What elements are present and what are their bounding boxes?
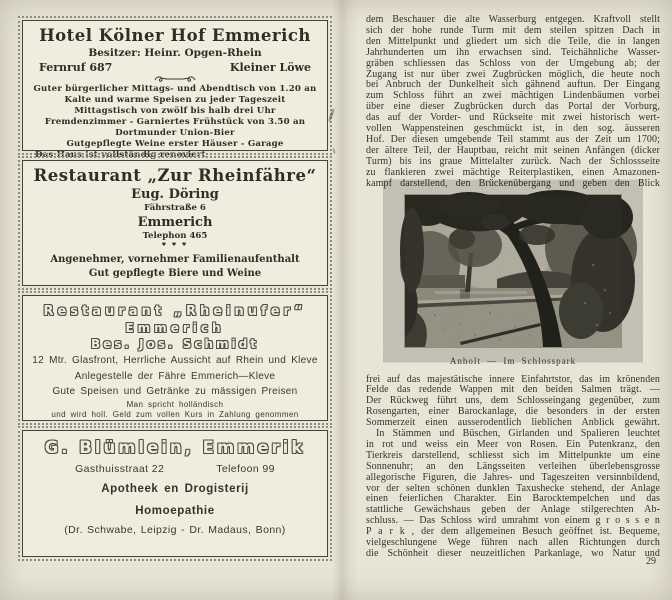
ad-phone: Fernruf 687 [39, 61, 113, 74]
ad-body-line: Kalte und warme Speisen zu jeder Tageszeit [64, 95, 286, 105]
ad-column [22, 20, 328, 566]
text-line: Sommerzeit einen ausserodentlich lieblichen Anblick gewährt. [366, 417, 660, 429]
ad-footer-line: Das Haus ist vollständig renoviert [35, 150, 206, 160]
paragraph-block-1 [366, 15, 660, 190]
text-line: der ältere Teil, der Hauptbau, reicht mit seinen Anfängen (dicker [366, 144, 660, 156]
text-line: Hof. Der diesen umgebende Teil stammt aus der Zeit um 1700; [366, 133, 660, 145]
text-line: In Stämmen und Büschen, Girlanden und Spalieren leuchtet [376, 428, 660, 440]
text-line: Rosengarten, einer Barockanlage, die besonders in der ersten [366, 406, 660, 418]
ad-body-lines [23, 84, 327, 150]
ad-location: Kleiner Löwe [229, 61, 311, 74]
ad-body-line: Fremdenzimmer - Garniertes Frühstück von 3.50 an [44, 117, 306, 127]
ad-proprietor: Eug. Döring [131, 187, 219, 202]
ad-bluemlein [22, 430, 328, 557]
text-line: den Mittelpunkt und gliedert um sich die Teile, die in langen [366, 35, 660, 47]
text-line: frei auf das majestätische innere Einfahrtstor, das im krönenden [366, 373, 660, 385]
ad-line-doctors: (Dr. Schwabe, Leipzig - Dr. Madaus, Bonn) [64, 524, 286, 536]
ad-title: Restaurant „Zur Rheinfähre“ [33, 166, 317, 185]
ad-city: Emmerich [137, 215, 213, 230]
ad-body-lines [23, 253, 327, 281]
text-line: Tierkreis darstellend, schliesst sich im Mittelpunkte um eine [366, 449, 660, 461]
text-line: zu flankieren zwei mächtige Reiterplastiken, einen Amazonen- [366, 166, 660, 178]
ad-body-line: Mittagstisch von zwölf bis halb drei Uhr [74, 106, 276, 116]
ad-small-line: und wird holl. Geld zum vollen Kurs in Zahlung genommen [51, 410, 299, 419]
photo-caption: Anholt — Im Schlosspark [449, 355, 577, 366]
ad-restaurant-rheinufer [22, 295, 328, 421]
text-line: vollen Wappensteinen geschmückt ist, in den sog. äusseren [366, 123, 660, 135]
text-line: einen feierlichen Charakter. Ein Barocktempelchen und das [366, 493, 660, 505]
paragraph-block-2a [366, 375, 660, 430]
text-line: P a r k , der dem allgemeinen Besuch geöffnet ist. Bequeme, [366, 526, 660, 538]
text-line: Zugang ist nur über zwei Zugbrücken möglich, die heute noch [366, 68, 660, 80]
text-line: dem Beschauer die alte Wasserburg entgegen. Kraftvoll stellt [366, 14, 660, 25]
ad-line-apotheek: Apotheek en Drogisterij [101, 483, 249, 495]
ad-telephone: Telephon 465 [142, 231, 208, 241]
ad-restaurant-zur-rheinfaehre [22, 160, 328, 286]
ad-small-lines [23, 400, 327, 421]
ad-body-line: Anlegestelle der Fähre Emmerich—Kleve [74, 370, 276, 382]
right-page [352, 0, 672, 600]
ad-address-row [23, 463, 327, 475]
text-line: Sonnenuhr; an den Längsseiten verleihen überlebensgrosse [366, 460, 660, 472]
text-line: allegorische Figuren, die Jahres- und Tageszeiten versinnbildend, [366, 471, 660, 483]
text-line: Der Rückweg führt uns, dem Schlosseingang gegenüber, zum [366, 395, 660, 407]
text-column [366, 15, 660, 560]
text-line: in rot und weiss ein Meer von Rosen. Ein Putenkranz, den [366, 438, 660, 450]
text-line: stattliche Gewächshaus geben der Anlage stilgerechten Ab- [366, 504, 660, 516]
ad-body-line: Gut gepflegte Biere und Weine [88, 268, 262, 279]
ad-proprietor: Bes. Jos. Schmidt [91, 337, 259, 351]
ad-title: G. Blümlein, Emmerik [44, 438, 306, 457]
paragraph-block-2b [366, 429, 660, 560]
ad-hotel-koelner-hof [22, 20, 328, 160]
page-number: 29 [646, 556, 656, 567]
ad-line-homoepathie: Homoepathie [135, 505, 215, 517]
flourish-ornament [23, 75, 327, 84]
text-line: Jahrhunderten um ihn erwachsen sind. Teichähnliche Wasser- [366, 46, 660, 58]
ad-body-line: Gute Speisen und Getränke zu mässigen Preisen [52, 386, 298, 397]
text-line: Turm) bis ins graue Mittelalter zurück. Nach der Schlossseite [366, 155, 660, 167]
ad-address: Gasthuisstraat 22 [75, 463, 165, 475]
ad-body-line: Gutgepflegte Weine erster Häuser - Garage [66, 139, 284, 149]
ad-street: Fährstraße 6 [144, 203, 206, 213]
hearts-ornament: ♥ ♥ ♥ [161, 242, 189, 248]
text-line: zum Schloss führt an zwei mächtigen Lindenbäumen vorbei [366, 90, 660, 102]
ad-body-line: Guter bürgerlicher Mittags- und Abendtisch von 1.20 an [33, 84, 317, 94]
text-line: gräben schliessen das Schloss von der Umgebung ab; der [366, 57, 660, 69]
text-line: Felde das redende Wappen mit den beiden Salmen trägt. — [366, 384, 660, 396]
text-line: das auf der Vorder- und Rückseite mit zwei historisch wert- [366, 112, 660, 124]
ad-title: Hotel Kölner Hof Emmerich [39, 26, 311, 45]
text-line: über eine dieser Zugbrücken durch das Portal der Vorburg, [366, 101, 660, 113]
ad-title: Restaurant „Rheinufer“ [43, 304, 307, 319]
ad-info-row [23, 60, 327, 75]
ad-phone: Telefoon 99 [216, 463, 275, 475]
text-line: vor der selten schönen dunklen Taxushecke stehend, der Anlage [366, 482, 660, 494]
text-line: schluss. — Das Schloss wird umrahmt von einem g r o s s e n [366, 515, 660, 527]
text-line: sich der hohe runde Turm mit dem steilen spitzen Dach in [366, 24, 660, 36]
ad-body-lines [23, 353, 327, 400]
text-line: bei Anbruch der Dunkelheit sich gähnend auftun. Der Eingang [366, 79, 660, 91]
ad-body-line: 12 Mtr. Glasfront, Herrliche Aussicht auf Rhein und Kleve [32, 355, 318, 366]
text-line: kampf darstellend, den Brückenübergang und geben den Blick [366, 177, 660, 189]
text-line: die Schönheit dieser neuzeitlichen Parkanlage, wo Natur und [366, 548, 660, 559]
ad-body-line: Angenehmer, vornehmer Familienaufenthalt [50, 254, 300, 265]
ad-city: Emmerich [125, 321, 225, 335]
ad-body-line: Dortmunder Union-Bier [115, 128, 235, 138]
text-line: vielgeschlungene Wege führen nach allen Richtungen durch [366, 537, 660, 549]
schlosspark-photo [405, 195, 621, 347]
ad-owner-line: Besitzer: Heinr. Opgen-Rhein [88, 47, 262, 59]
ad-small-line: Man spricht holländisch [126, 399, 224, 409]
